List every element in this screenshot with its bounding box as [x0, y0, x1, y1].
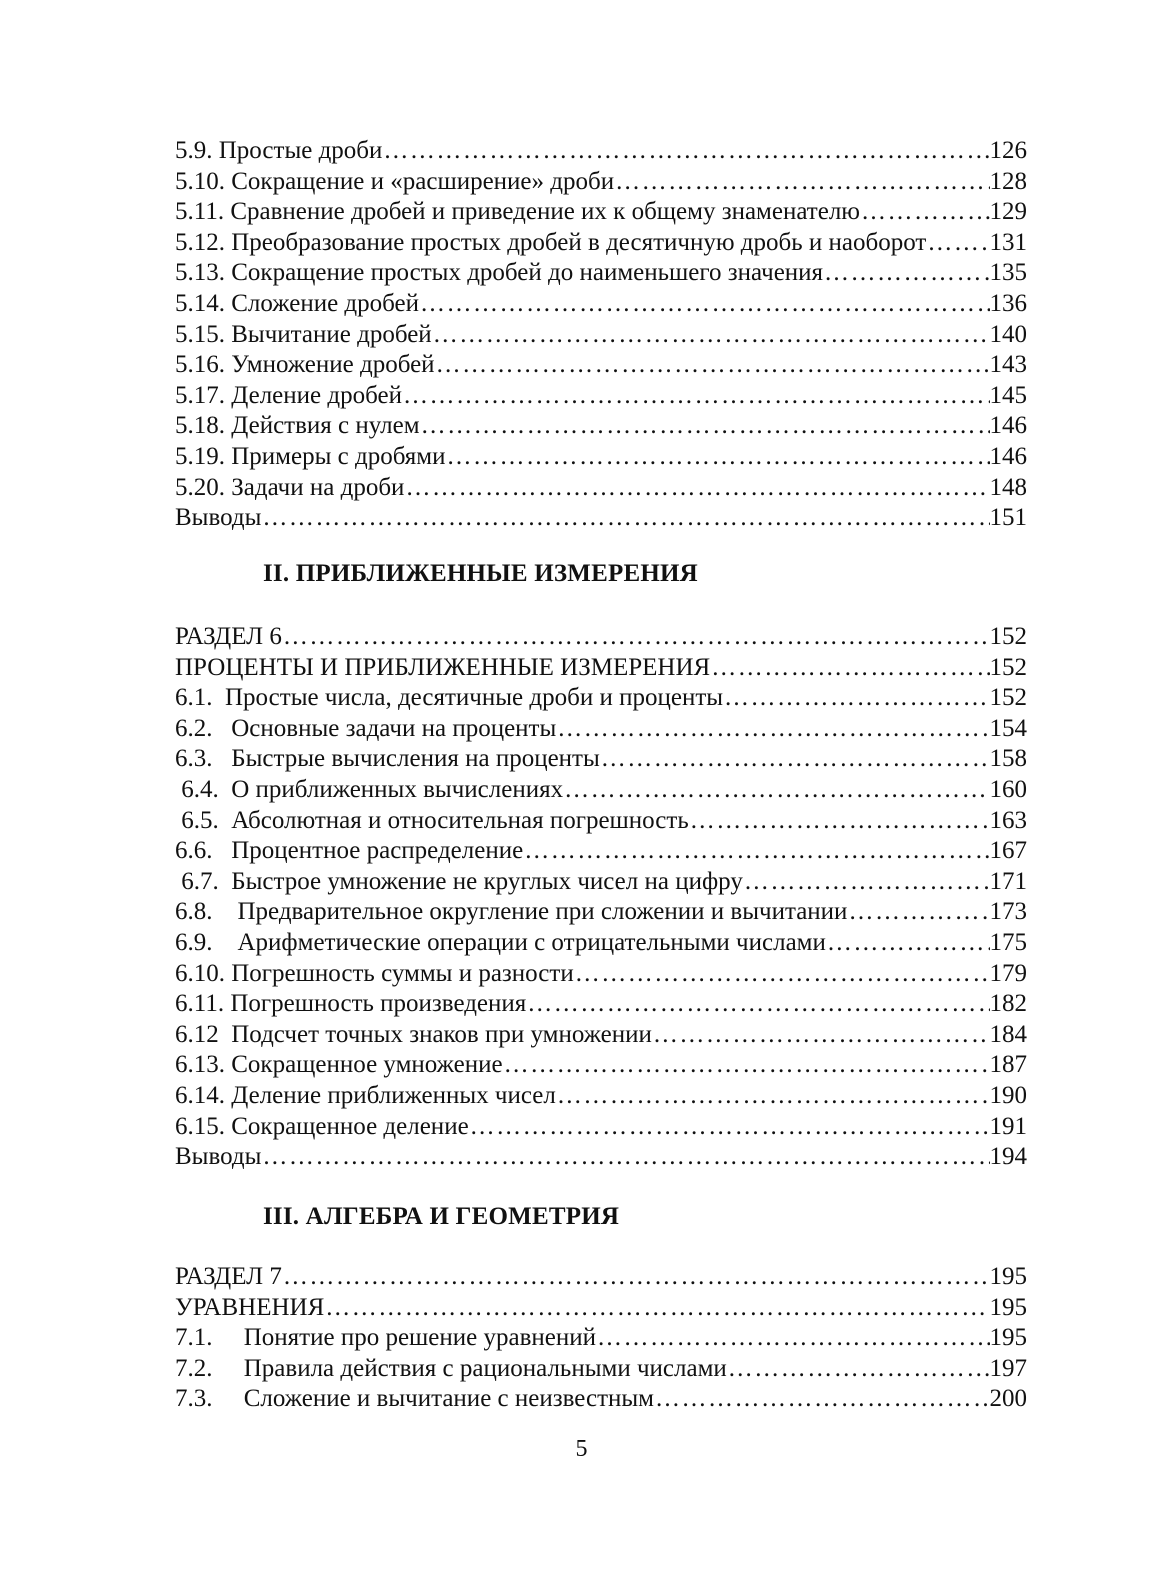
toc-entry-title: 5.12. Преобразование простых дробей в десятичную дробь и наоборот [175, 228, 927, 256]
toc-dot-leader [446, 443, 990, 471]
toc-dot-leader [282, 623, 990, 651]
toc-entry-page-number: 200 [989, 1385, 1027, 1413]
toc-entry [175, 198, 1027, 229]
toc-entry-title: 5.14. Сложение дробей [175, 289, 420, 317]
toc-entry-title: Выводы [175, 1143, 262, 1171]
toc-entry [175, 382, 1027, 413]
toc-dot-leader [654, 1385, 989, 1413]
toc-entry-title: 6.13. Сокращенное умножение [175, 1051, 503, 1079]
toc-dot-leader [710, 654, 989, 682]
toc-entry-page-number: 128 [989, 167, 1027, 195]
toc-entry [175, 807, 1027, 838]
toc-entry [175, 837, 1027, 868]
toc-entry-title: 5.11. Сравнение дробей и приведение их к общему знаменателю [175, 198, 860, 226]
toc-entry-page-number: 143 [989, 351, 1027, 379]
toc-entry-page-number: 146 [989, 412, 1027, 440]
toc-entry [175, 137, 1027, 168]
toc-dot-leader [556, 1082, 990, 1110]
toc-entry-title: 6.4. О приближенных вычислениях [175, 775, 564, 803]
toc-entry [175, 474, 1027, 505]
toc-entry [175, 1324, 1027, 1355]
toc-dot-leader [614, 168, 989, 196]
toc-entry-title: 6.5. Абсолютная и относительная погрешность [175, 806, 689, 834]
toc-block-measurements [175, 623, 1027, 1174]
toc-dot-leader [324, 1294, 989, 1322]
toc-entry-title: РАЗДЕЛ 7 [175, 1263, 282, 1290]
toc-entry [175, 684, 1027, 715]
toc-entry-page-number: 175 [989, 928, 1027, 956]
toc-dot-leader [727, 1355, 990, 1383]
toc-dot-leader [823, 259, 989, 287]
toc-entry [175, 1113, 1027, 1144]
toc-entry-page-number: 194 [989, 1143, 1027, 1171]
toc-entry-page-number: 152 [989, 653, 1027, 681]
toc-entry-page-number: 160 [989, 775, 1027, 803]
toc-entry-title: 6.8. Предварительное округление при сложении и вычитании [175, 898, 848, 926]
toc-entry [175, 443, 1027, 474]
toc-entry [175, 745, 1027, 776]
toc-entry-title: 5.17. Деление дробей [175, 381, 402, 409]
toc-entry [175, 504, 1027, 535]
toc-dot-leader [469, 1113, 990, 1141]
toc-dot-leader [826, 929, 990, 957]
page-number: 5 [575, 1436, 588, 1462]
toc-entry-title: 5.20. Задачи на дроби [175, 473, 405, 501]
toc-dot-leader [847, 898, 989, 926]
toc-entry [175, 290, 1027, 321]
toc-entry [175, 623, 1027, 654]
toc-entry-page-number: 191 [989, 1112, 1027, 1140]
toc-entry-page-number: 167 [989, 837, 1027, 865]
toc-entry-title: УРАВНЕНИЯ [175, 1293, 325, 1321]
toc-entry-page-number: 129 [989, 198, 1027, 226]
toc-entry-title: 6.15. Сокращенное деление [175, 1112, 469, 1140]
toc-dot-leader [563, 776, 989, 804]
toc-entry-page-number: 152 [989, 623, 1027, 650]
toc-entry-page-number: 173 [989, 898, 1027, 926]
toc-entry-page-number: 126 [989, 137, 1027, 164]
toc-entry-title: 5.15. Вычитание дробей [175, 320, 432, 348]
toc-entry [175, 1051, 1027, 1082]
toc-entry-title: ПРОЦЕНТЫ И ПРИБЛИЖЕННЫЕ ИЗМЕРЕНИЯ [175, 653, 711, 681]
toc-entry [175, 1021, 1027, 1052]
toc-entry-page-number: 187 [989, 1051, 1027, 1079]
toc-entry-title: Выводы [175, 504, 262, 532]
toc-entry-page-number: 135 [989, 259, 1027, 287]
toc-dot-leader [574, 960, 990, 988]
toc-entry-page-number: 140 [989, 320, 1027, 348]
toc-entry-title: 6.12 Подсчет точных знаков при умножении [175, 1020, 652, 1048]
toc-entry [175, 259, 1027, 290]
toc-dot-leader [523, 837, 989, 865]
toc-dot-leader [743, 868, 990, 896]
toc-dot-leader [596, 1324, 989, 1352]
toc-entry-page-number: 195 [989, 1324, 1027, 1352]
toc-dot-leader [402, 382, 990, 410]
toc-entry [175, 412, 1027, 443]
toc-entry [175, 321, 1027, 352]
toc-dot-leader [282, 1263, 990, 1291]
toc-entry-title: 6.3. Быстрые вычисления на проценты [175, 745, 600, 773]
toc-entry [175, 1385, 1027, 1416]
toc-entry-page-number: 136 [989, 289, 1027, 317]
toc-entry [175, 1355, 1027, 1386]
toc-entry-page-number: 163 [989, 806, 1027, 834]
toc-entry-title: 6.6. Процентное распределение [175, 837, 524, 865]
toc-entry [175, 1263, 1027, 1294]
toc-entry [175, 1082, 1027, 1113]
toc-dot-leader [261, 504, 989, 532]
toc-entry-page-number: 197 [989, 1354, 1027, 1382]
toc-entry-title: 7.3. Сложение и вычитание с неизвестным [175, 1385, 655, 1413]
toc-dot-leader [261, 1143, 989, 1171]
toc-entry [175, 868, 1027, 899]
toc-entry [175, 654, 1027, 685]
toc-dot-leader [689, 807, 990, 835]
toc-entry-title: 7.1. Понятие про решение уравнений [175, 1324, 597, 1352]
toc-entry-page-number: 171 [989, 867, 1027, 895]
toc-entry-page-number: 184 [989, 1020, 1027, 1048]
toc-dot-leader [503, 1051, 990, 1079]
toc-entry-title: 6.14. Деление приближенных чисел [175, 1081, 556, 1109]
toc-entry-page-number: 145 [989, 381, 1027, 409]
toc-dot-leader [556, 715, 989, 743]
toc-entry-title: 5.16. Умножение дробей [175, 351, 435, 379]
toc-entry-title: 6.9. Арифметические операции с отрицательными числами [175, 928, 826, 956]
toc-entry-page-number: 182 [989, 990, 1027, 1018]
toc-dot-leader [526, 990, 989, 1018]
toc-entry-page-number: 195 [989, 1263, 1027, 1290]
toc-entry-title: 5.18. Действия с нулем [175, 412, 420, 440]
toc-entry-page-number: 146 [989, 442, 1027, 470]
toc-entry-page-number: 131 [989, 228, 1027, 256]
toc-entry-page-number: 152 [989, 684, 1027, 712]
toc-dot-leader [600, 745, 990, 773]
toc-dot-leader [420, 412, 990, 440]
toc-entry-page-number: 190 [989, 1081, 1027, 1109]
toc-entry [175, 898, 1027, 929]
toc-dot-leader [435, 351, 990, 379]
toc-block-algebra [175, 1263, 1027, 1416]
toc-dot-leader [419, 290, 989, 318]
toc-entry-title: РАЗДЕЛ 6 [175, 623, 282, 650]
toc-entry-title: 6.1. Простые числа, десятичные дроби и проценты [175, 684, 724, 712]
toc-entry [175, 229, 1027, 260]
toc-entry-page-number: 154 [989, 714, 1027, 742]
toc-entry-page-number: 148 [989, 473, 1027, 501]
toc-entry [175, 990, 1027, 1021]
toc-entry [175, 776, 1027, 807]
section-heading-part3: III. АЛГЕБРА И ГЕОМЕТРИЯ [263, 1203, 620, 1230]
toc-entry-title: 5.13. Сокращение простых дробей до наименьшего значения [175, 259, 824, 287]
toc-entry-title: 6.10. Погрешность суммы и разности [175, 959, 574, 987]
toc-entry [175, 351, 1027, 382]
toc-entry [175, 929, 1027, 960]
toc-entry-title: 5.19. Примеры с дробями [175, 442, 446, 470]
toc-entry-page-number: 179 [989, 959, 1027, 987]
toc-dot-leader [723, 684, 989, 712]
toc-dot-leader [432, 321, 990, 349]
toc-entry-title: 6.7. Быстрое умножение не круглых чисел на цифру [175, 867, 743, 895]
toc-dot-leader [652, 1021, 990, 1049]
toc-entry [175, 715, 1027, 746]
toc-entry [175, 1143, 1027, 1174]
toc-entry-title: 6.11. Погрешность произведения [175, 990, 527, 1018]
toc-dot-leader [860, 198, 990, 226]
toc-entry-page-number: 158 [989, 745, 1027, 773]
toc-entry-title: 6.2. Основные задачи на проценты [175, 714, 557, 742]
toc-dot-leader [382, 137, 989, 165]
section-heading-part2: II. ПРИБЛИЖЕННЫЕ ИЗМЕРЕНИЯ [263, 560, 698, 587]
toc-block-fractions [175, 137, 1027, 535]
toc-entry-title: 5.10. Сокращение и «расширение» дроби [175, 167, 615, 195]
toc-entry-title: 7.2. Правила действия с рациональными числами [175, 1354, 727, 1382]
toc-entry [175, 960, 1027, 991]
toc-entry-title: 5.9. Простые дроби [175, 137, 383, 164]
toc-entry-page-number: 151 [989, 504, 1027, 532]
toc-entry [175, 168, 1027, 199]
toc-entry-page-number: 195 [989, 1293, 1027, 1321]
toc-dot-leader [926, 229, 989, 257]
toc-entry [175, 1294, 1027, 1325]
toc-dot-leader [404, 474, 989, 502]
